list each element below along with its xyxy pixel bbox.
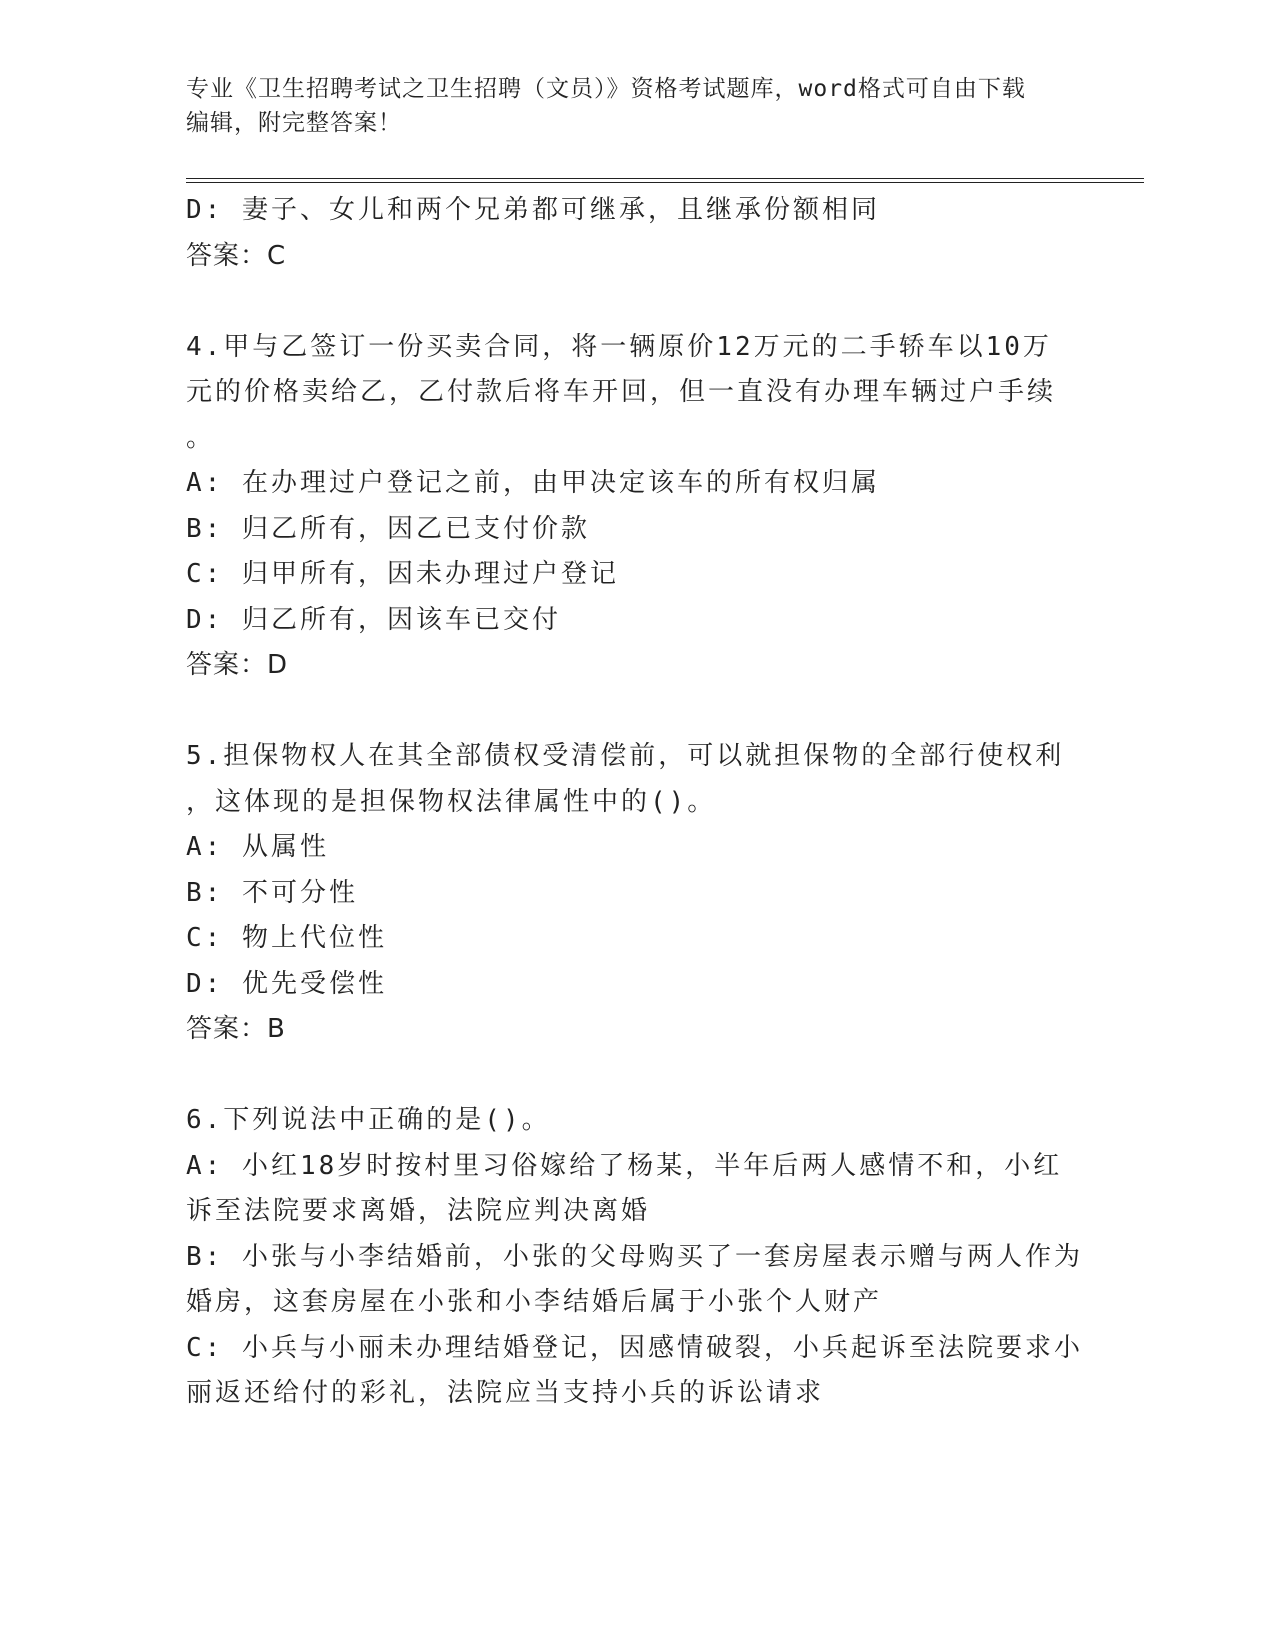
option-a: A: 在办理过户登记之前，由甲决定该车的所有权归属 xyxy=(186,468,880,498)
option-c: C: 小兵与小丽未办理结婚登记，因感情破裂，小兵起诉至法院要求小 xyxy=(186,1332,1083,1363)
spacer xyxy=(186,1053,1086,1099)
option-b: B: 小张与小李结婚前，小张的父母购买了一套房屋表示赠与两人作为 xyxy=(186,1241,1083,1272)
header-divider-bottom xyxy=(186,182,1144,183)
document-header xyxy=(186,72,1066,140)
question-6 xyxy=(186,1098,1086,1417)
option-d: D: 妻子、女儿和两个兄弟都可继承，且继承份额相同 xyxy=(186,195,880,225)
question-stem: 4.甲与乙签订一份买卖合同，将一辆原价12万元的二手轿车以10万 xyxy=(186,331,1052,362)
answer-label: 答案：C xyxy=(186,240,287,271)
option-c: C: 归甲所有，因未办理过户登记 xyxy=(186,559,619,589)
option-b: B: 归乙所有，因乙已支付价款 xyxy=(186,513,590,544)
question-list xyxy=(186,188,1086,1417)
question-3-tail xyxy=(186,188,1086,279)
option-d: D: 归乙所有，因该车已交付 xyxy=(186,604,561,635)
option-a: A: 从属性 xyxy=(186,832,329,862)
option-d: D: 优先受偿性 xyxy=(186,968,387,999)
question-stem: 。 xyxy=(186,422,216,453)
question-4 xyxy=(186,325,1086,689)
option-a: A: 小红18岁时按村里习俗嫁给了杨某，半年后两人感情不和，小红 xyxy=(186,1150,1063,1181)
spacer xyxy=(186,279,1086,325)
option-a-continued: 诉至法院要求离婚，法院应判决离婚 xyxy=(186,1196,651,1226)
question-5 xyxy=(186,734,1086,1053)
spacer xyxy=(186,689,1086,735)
option-b-continued: 婚房，这套房屋在小张和小李结婚后属于小张个人财产 xyxy=(186,1287,883,1317)
option-c-continued: 丽返还给付的彩礼，法院应当支持小兵的诉讼请求 xyxy=(186,1378,825,1408)
option-c: C: 物上代位性 xyxy=(186,923,387,953)
header-line-2: 编辑，附完整答案！ xyxy=(186,110,402,136)
question-stem: 5.担保物权人在其全部债权受清偿前，可以就担保物的全部行使权利 xyxy=(186,741,1065,771)
question-stem: 元的价格卖给乙，乙付款后将车开回，但一直没有办理车辆过户手续 xyxy=(186,377,1057,407)
answer-label: 答案：B xyxy=(186,1014,286,1044)
question-stem: ，这体现的是担保物权法律属性中的()。 xyxy=(186,786,717,817)
option-b: B: 不可分性 xyxy=(186,877,358,908)
answer-label: 答案：D xyxy=(186,650,289,680)
header-line-1: 专业《卫生招聘考试之卫生招聘（文员）》资格考试题库，word格式可自由下载 xyxy=(186,76,1026,102)
header-divider-top xyxy=(186,178,1144,179)
question-stem: 6.下列说法中正确的是()。 xyxy=(186,1105,551,1135)
